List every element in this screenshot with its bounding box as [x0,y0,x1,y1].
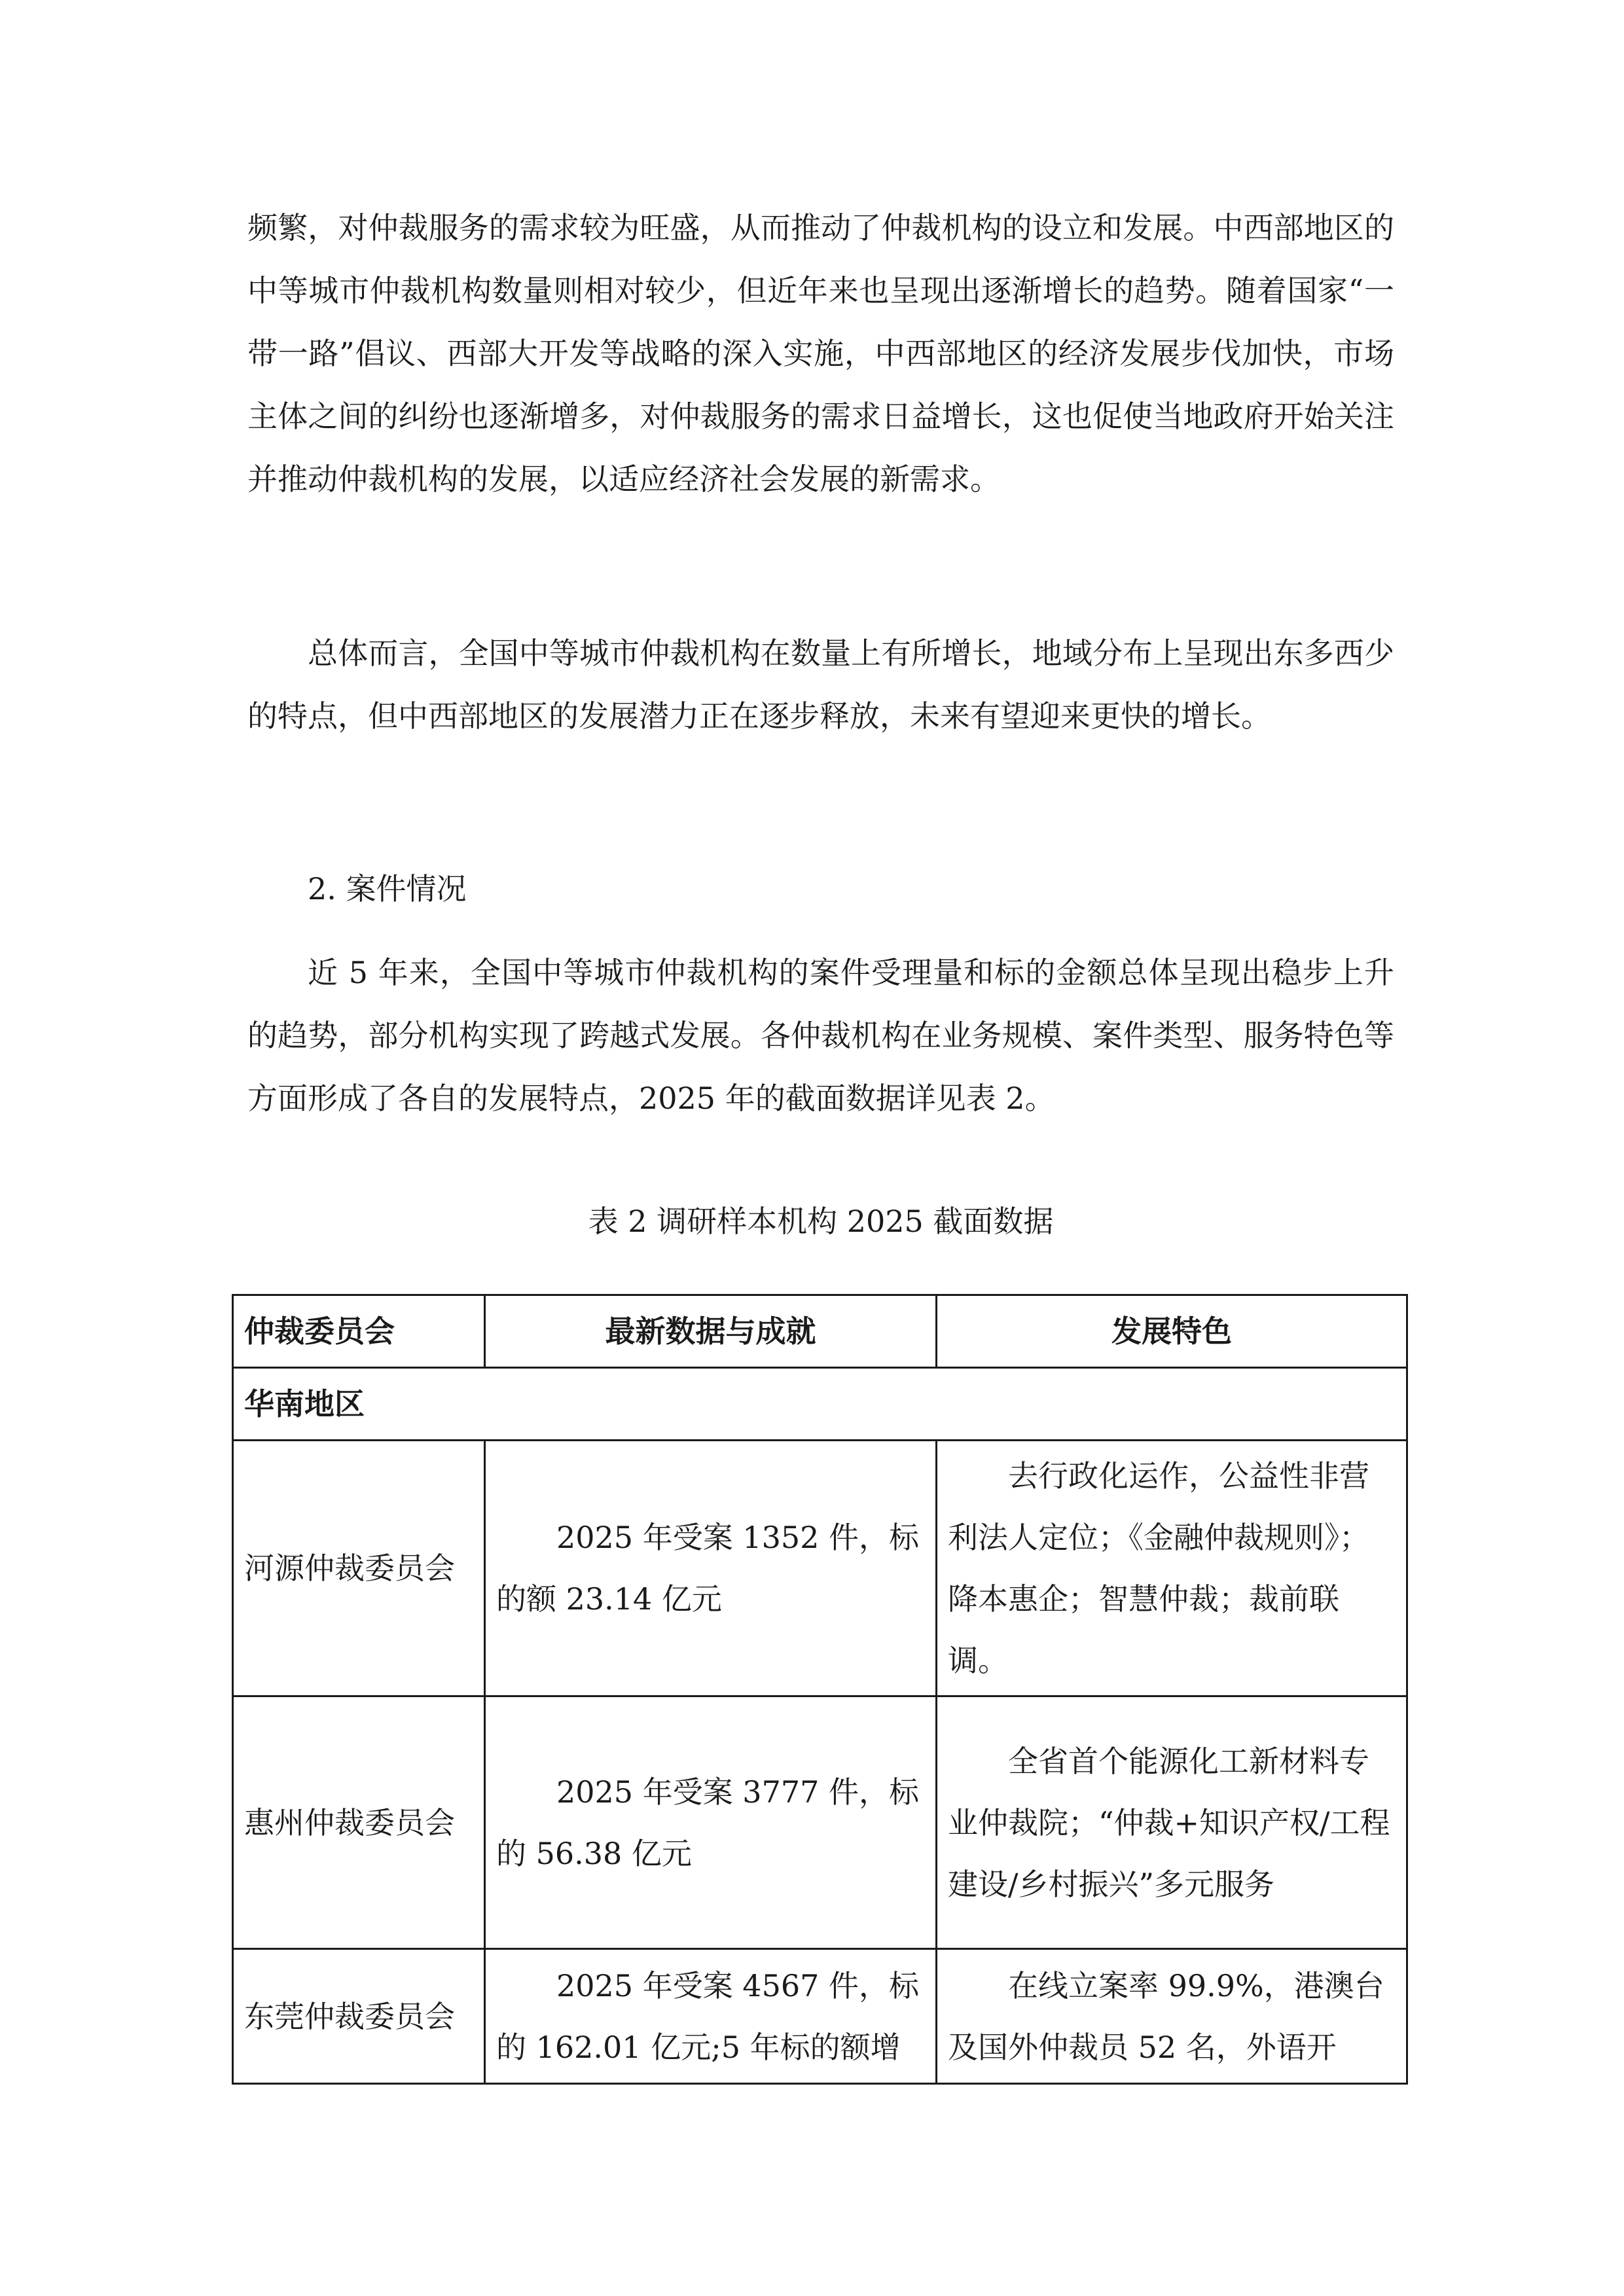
cell-features-text: 全省首个能源化工新材料专业仲裁院；“仲裁+知识产权/工程建设/乡村振兴”多元服务 [948,1743,1390,1902]
cell-committee-name: 河源仲裁委员会 [233,1441,485,1696]
cell-committee-name: 东莞仲裁委员会 [233,1949,485,2084]
cell-features [937,1949,1407,2084]
paragraph-regional-demand: 频繁，对仲裁服务的需求较为旺盛，从而推动了仲裁机构的设立和发展。中西部地区的中等城市仲裁机构数量则相对较少，但近年来也呈现出逐渐增长的趋势。随着国家“一带一路”倡议、西部大开发等战略的深入实施，中西部地区的经济发展步伐加快，市场主体之间的纠纷也逐渐增多，对仲裁服务的需求日益增长，这也促使当地政府开始关注并推动仲裁机构的发展，以适应经济社会发展的新需求。 [247,210,1394,497]
cell-latest-data [485,1949,937,2084]
cell-features [937,1696,1407,1949]
table-row [233,1949,1407,2084]
table-row [233,1441,1407,1696]
table-row [233,1696,1407,1949]
table-header-row [233,1295,1407,1368]
cell-committee-name: 惠州仲裁委员会 [233,1696,485,1949]
cell-features-text: 去行政化运作，公益性非营利法人定位；《金融仲裁规则》；降本惠企；智慧仲裁；裁前联调。 [948,1458,1369,1678]
cell-latest-data [485,1696,937,1949]
cell-features [937,1441,1407,1696]
paragraph-case-trend: 近 5 年来，全国中等城市仲裁机构的案件受理量和标的金额总体呈现出稳步上升的趋势，部分机构实现了跨越式发展。各仲裁机构在业务规模、案件类型、服务特色等方面形成了各自的发展特点，2025 年的截面数据详见表 2。 [247,955,1394,1116]
header-latest-data: 最新数据与成就 [485,1295,937,1368]
header-committee: 仲裁委员会 [233,1295,485,1368]
cell-latest-data-text: 2025 年受案 1352 件，标的额 23.14 亿元 [496,1520,919,1617]
region-label: 华南地区 [233,1368,1407,1441]
cell-features-text: 在线立案率 99.9%，港澳台及国外仲裁员 52 名，外语开 [948,1967,1384,2065]
data-table [232,1294,1408,2085]
section-heading-case-situation: 2. 案件情况 [308,871,467,906]
table-caption: 表 2 调研样本机构 2025 截面数据 [588,1204,1054,1239]
header-features: 发展特色 [937,1295,1407,1368]
cell-latest-data [485,1441,937,1696]
cell-latest-data-text: 2025 年受案 4567 件，标的 162.01 亿元;5 年标的额增 [496,1967,919,2065]
table-region-row [233,1368,1407,1441]
paragraph-summary: 总体而言，全国中等城市仲裁机构在数量上有所增长，地域分布上呈现出东多西少的特点，但中西部地区的发展潜力正在逐步释放，未来有望迎来更快的增长。 [247,636,1394,734]
cell-latest-data-text: 2025 年受案 3777 件，标的 56.38 亿元 [496,1774,919,1871]
